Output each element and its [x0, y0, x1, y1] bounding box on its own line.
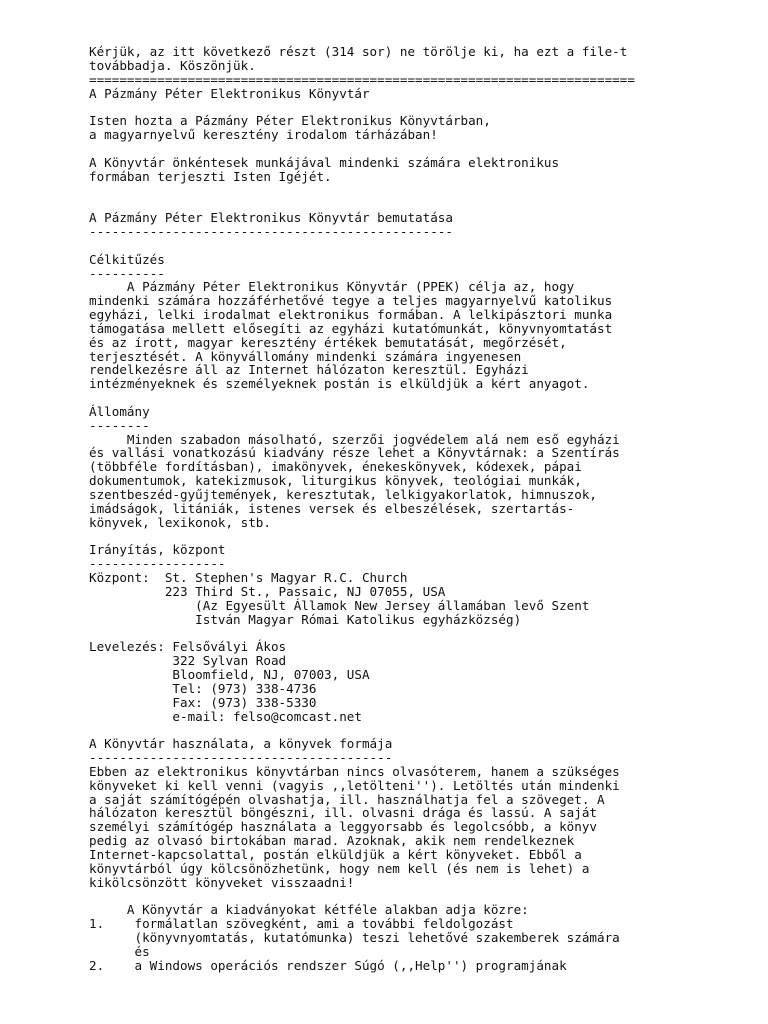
- text-line: 1. formálatlan szövegként, ami a további feldolgozást: [89, 916, 514, 932]
- text-line: [89, 142, 759, 156]
- text-line: könyveket ki kell venni (vagyis ,,letölteni''). Letöltés után mindenki: [89, 777, 620, 793]
- text-line: ------------------: [89, 556, 226, 572]
- text-line: kikölcsönzött könyveket visszaadni!: [89, 874, 355, 890]
- text-line: könyvtárból úgy kölcsönözhetünk, hogy nem kell (és nem is lehet) a: [89, 860, 590, 876]
- text-line: ----------: [89, 265, 165, 281]
- text-line: --------: [89, 417, 150, 433]
- text-line: imádságok, litániák, istenes versek és elbeszélések, szertartás-: [89, 500, 575, 516]
- text-line: [89, 100, 759, 114]
- text-line: a magyarnyelvű keresztény irodalom tárházában!: [89, 127, 438, 143]
- text-line: A Pázmány Péter Elektronikus Könyvtár (PPEK) célja az, hogy: [89, 279, 575, 295]
- text-line: Központ: St. Stephen's Magyar R.C. Church: [89, 570, 408, 586]
- text-line: 223 Third St., Passaic, NJ 07055, USA: [89, 583, 446, 599]
- text-line: hálózaton keresztül böngészni, ill. olvasni drága és lassú. A saját: [89, 805, 597, 821]
- text-line: támogatása mellett elősegíti az egyházi kutatómunkát, könyvnyomtatást: [89, 320, 613, 336]
- text-line: egyházi, lelki irodalmat elektronikus formában. A lelkipásztori munka: [89, 307, 613, 323]
- text-line: szentbeszéd-gyűjtemények, keresztutak, lelkigyakorlatok, himnuszok,: [89, 487, 597, 502]
- text-line: Kérjük, az itt következő részt (314 sor) ne törölje ki, ha ezt a file-t: [89, 44, 628, 59]
- text-line: Tel: (973) 338-4736: [89, 680, 317, 696]
- text-line: intézményeknek és személyeknek postán is elküldjük a kért anyagot.: [89, 376, 590, 392]
- text-line: ------------------------------------------------: [89, 223, 453, 239]
- text-line: István Magyar Római Katolikus egyházközség): [89, 611, 522, 627]
- text-line: 2. a Windows operációs rendszer Súgó (,,Help'') programjának: [89, 957, 567, 973]
- text-line: ========================================================================: [89, 71, 635, 87]
- text-line: A Pázmány Péter Elektronikus Könyvtár bemutatása: [89, 210, 453, 226]
- text-line: rendelkezésre áll az Internet hálózaton keresztül. Egyházi: [89, 362, 529, 378]
- text-line: A Könyvtár használata, a könyvek formája: [89, 736, 393, 752]
- text-line: személyi számítógép használata a leggyorsabb és legolcsóbb, a könyv: [89, 819, 597, 835]
- text-line: (Az Egyesült Államok New Jersey államában levő Szent: [89, 597, 590, 613]
- text-line: [89, 530, 759, 544]
- text-line: [89, 889, 759, 903]
- text-line: Internet-kapcsolattal, postán elküldjük a kért könyveket. Ebből a: [89, 846, 582, 862]
- text-line: és az írott, magyar keresztény értékek bemutatását, megőrzését,: [89, 334, 567, 350]
- text-line: pedig az olvasó birtokában marad. Azoknak, akik nem rendelkeznek: [89, 833, 575, 849]
- text-line: Fax: (973) 338-5330: [89, 694, 317, 710]
- text-line: formában terjeszti Isten Igéjét.: [89, 168, 332, 184]
- text-line: terjesztését. A könyvállomány mindenki számára ingyenesen: [89, 348, 522, 364]
- text-line: (többféle fordításban), imakönyvek, énekeskönyvek, kódexek, pápai: [89, 459, 582, 475]
- text-line: továbbadja. Köszönjük.: [89, 57, 256, 73]
- text-line: a saját számítógépén olvashatja, ill. használhatja fel a szöveget. A: [89, 791, 605, 807]
- text-line: [89, 239, 759, 253]
- text-line: Ebben az elektronikus könyvtárban nincs olvasóterem, hanem a szükséges: [89, 763, 620, 779]
- text-line: 322 Sylvan Road: [89, 653, 287, 669]
- text-line: könyvek, lexikonok, stb.: [89, 514, 271, 530]
- text-line: e-mail: felso@comcast.net: [89, 708, 362, 724]
- text-line: [89, 626, 759, 640]
- text-line: Minden szabadon másolható, szerzői jogvédelem alá nem eső egyházi: [89, 431, 620, 447]
- text-line: Célkitűzés: [89, 251, 165, 267]
- text-line: és vallási vonatkozású kiadvány része lehet a Könyvtárnak: a Szentírás: [89, 445, 620, 461]
- text-line: A Könyvtár a kiadványokat kétféle alakban adja közre:: [89, 902, 529, 918]
- text-line: mindenki számára hozzáférhetővé tegye a teljes magyarnyelvű katolikus: [89, 293, 613, 309]
- text-line: Állomány: [89, 403, 150, 419]
- text-line: Bloomfield, NJ, 07003, USA: [89, 666, 370, 682]
- text-line: [89, 723, 759, 737]
- text-line: Isten hozta a Pázmány Péter Elektronikus Könyvtárban,: [89, 113, 491, 129]
- text-line: Irányítás, központ: [89, 542, 226, 558]
- document-page: [89, 45, 759, 973]
- text-line: [89, 197, 759, 211]
- text-line: A Pázmány Péter Elektronikus Könyvtár: [89, 85, 370, 101]
- text-line: [89, 391, 759, 405]
- text-line: Levelezés: Felsővályi Ákos: [89, 639, 287, 655]
- text-line: ----------------------------------------: [89, 750, 393, 766]
- text-line: dokumentumok, katekizmusok, liturgikus könyvek, teológiai munkák,: [89, 473, 582, 489]
- text-line: A Könyvtár önkéntesek munkájával mindenki számára elektronikus: [89, 154, 560, 170]
- text-line: és: [89, 943, 150, 959]
- text-line: [89, 183, 759, 197]
- text-line: (könyvnyomtatás, kutatómunka) teszi lehetővé szakemberek számára: [89, 930, 620, 945]
